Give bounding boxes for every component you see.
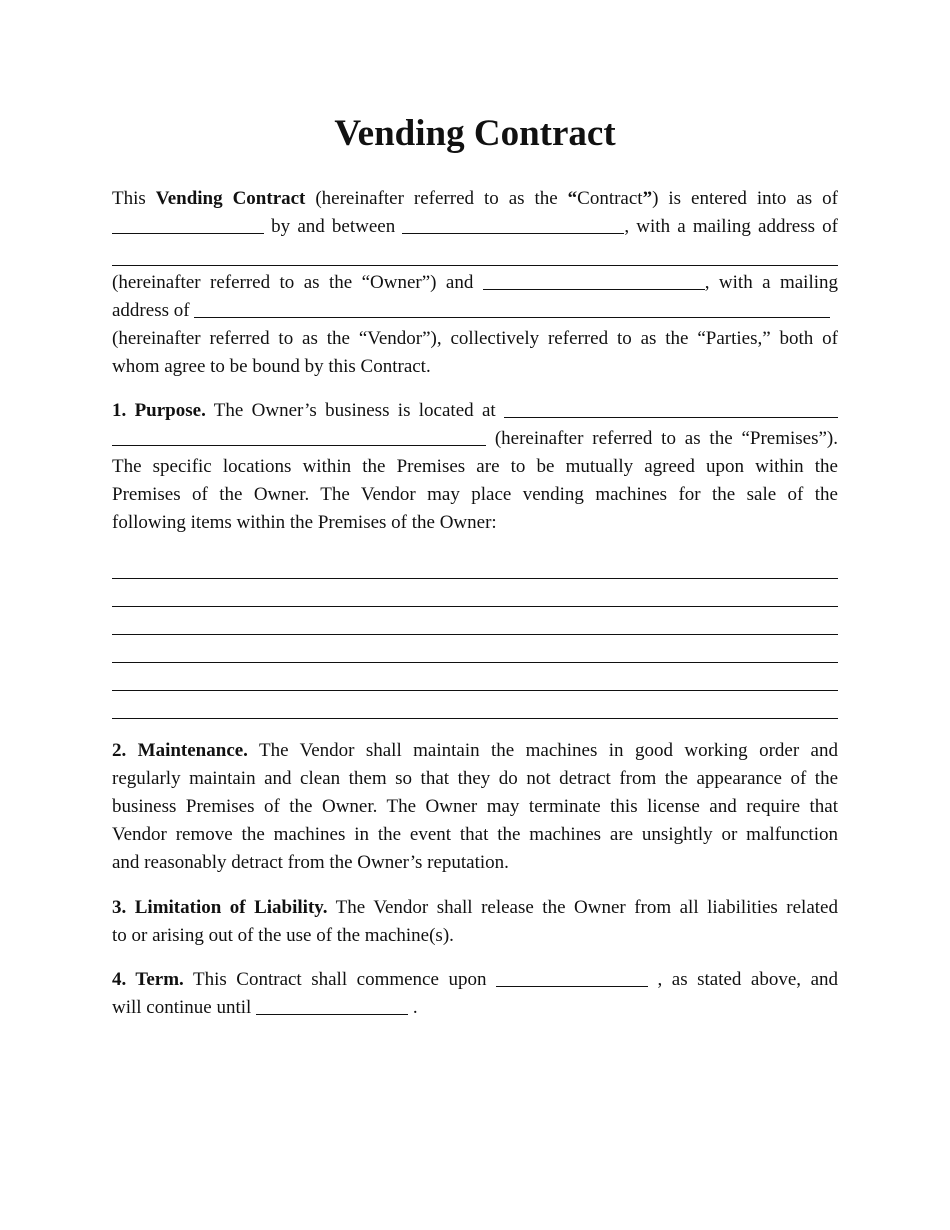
intro-line-4: (hereinafter referred to as the “Owner”) and , with a mailing bbox=[112, 272, 838, 293]
intro-line-6: (hereinafter referred to as the “Vendor”), collectively referred to as the “Parties,” both of bbox=[112, 328, 838, 349]
business-location-blank-2[interactable] bbox=[112, 426, 486, 446]
liability-line-1: 3. Limitation of Liability. The Vendor shall release the Owner from all liabilities related bbox=[112, 897, 838, 918]
term-section bbox=[112, 966, 838, 1022]
intro-line-1: This Vending Contract (hereinafter referred to as the “Contract”) is entered into as of bbox=[112, 188, 838, 209]
maintenance-line-5: and reasonably detract from the Owner’s reputation. bbox=[112, 852, 509, 873]
end-date-blank[interactable] bbox=[256, 995, 408, 1015]
commence-date-blank[interactable] bbox=[496, 967, 648, 987]
items-list-blanks bbox=[112, 551, 838, 719]
item-blank-line[interactable] bbox=[112, 579, 838, 607]
intro-paragraph bbox=[112, 185, 838, 381]
maintenance-line-1: 2. Maintenance. The Vendor shall maintain the machines in good working order and bbox=[112, 740, 838, 761]
purpose-line-2: (hereinafter referred to as the “Premises”). bbox=[112, 425, 838, 453]
item-blank-line[interactable] bbox=[112, 691, 838, 719]
owner-name-blank[interactable] bbox=[402, 214, 624, 234]
purpose-line-4: Premises of the Owner. The Vendor may place vending machines for the sale of the bbox=[112, 484, 838, 505]
liability-line-2: to or arising out of the use of the machine(s). bbox=[112, 925, 454, 946]
item-blank-line[interactable] bbox=[112, 663, 838, 691]
business-location-blank[interactable] bbox=[504, 398, 838, 418]
liability-heading: 3. Limitation of Liability. bbox=[112, 897, 328, 918]
purpose-line-5: following items within the Premises of the Owner: bbox=[112, 512, 497, 533]
item-blank-line[interactable] bbox=[112, 635, 838, 663]
document-title: Vending Contract bbox=[334, 113, 616, 154]
owner-address-blank[interactable] bbox=[112, 241, 838, 266]
effective-date-blank[interactable] bbox=[112, 214, 264, 234]
term-heading: 4. Term. bbox=[112, 969, 184, 990]
vendor-address-blank[interactable] bbox=[194, 298, 830, 318]
purpose-line-3: The specific locations within the Premises are to be mutually agreed upon within the bbox=[112, 456, 838, 477]
purpose-section bbox=[112, 397, 838, 537]
maintenance-section bbox=[112, 737, 838, 877]
vendor-name-blank[interactable] bbox=[483, 270, 705, 290]
maintenance-line-4: Vendor remove the machines in the event that the machines are unsightly or malfunction bbox=[112, 824, 838, 845]
intro-line-7: whom agree to be bound by this Contract. bbox=[112, 356, 431, 377]
intro-line-5: address of bbox=[112, 297, 838, 325]
item-blank-line[interactable] bbox=[112, 607, 838, 635]
maintenance-line-3: business Premises of the Owner. The Owner may terminate this license and require that bbox=[112, 796, 838, 817]
contract-name: Vending Contract bbox=[155, 188, 306, 209]
term-line-1: 4. Term. This Contract shall commence upon , as stated above, and bbox=[112, 969, 839, 990]
purpose-line-1: 1. Purpose. The Owner’s business is located at bbox=[112, 397, 838, 425]
intro-line-2: by and between , with a mailing address of bbox=[112, 213, 838, 241]
maintenance-heading: 2. Maintenance. bbox=[112, 740, 248, 761]
liability-section bbox=[112, 894, 838, 950]
term-line-2: will continue until . bbox=[112, 997, 418, 1018]
maintenance-line-2: regularly maintain and clean them so that they do not detract from the appearance of the bbox=[112, 768, 838, 789]
item-blank-line[interactable] bbox=[112, 551, 838, 579]
purpose-heading: 1. Purpose. bbox=[112, 400, 206, 421]
